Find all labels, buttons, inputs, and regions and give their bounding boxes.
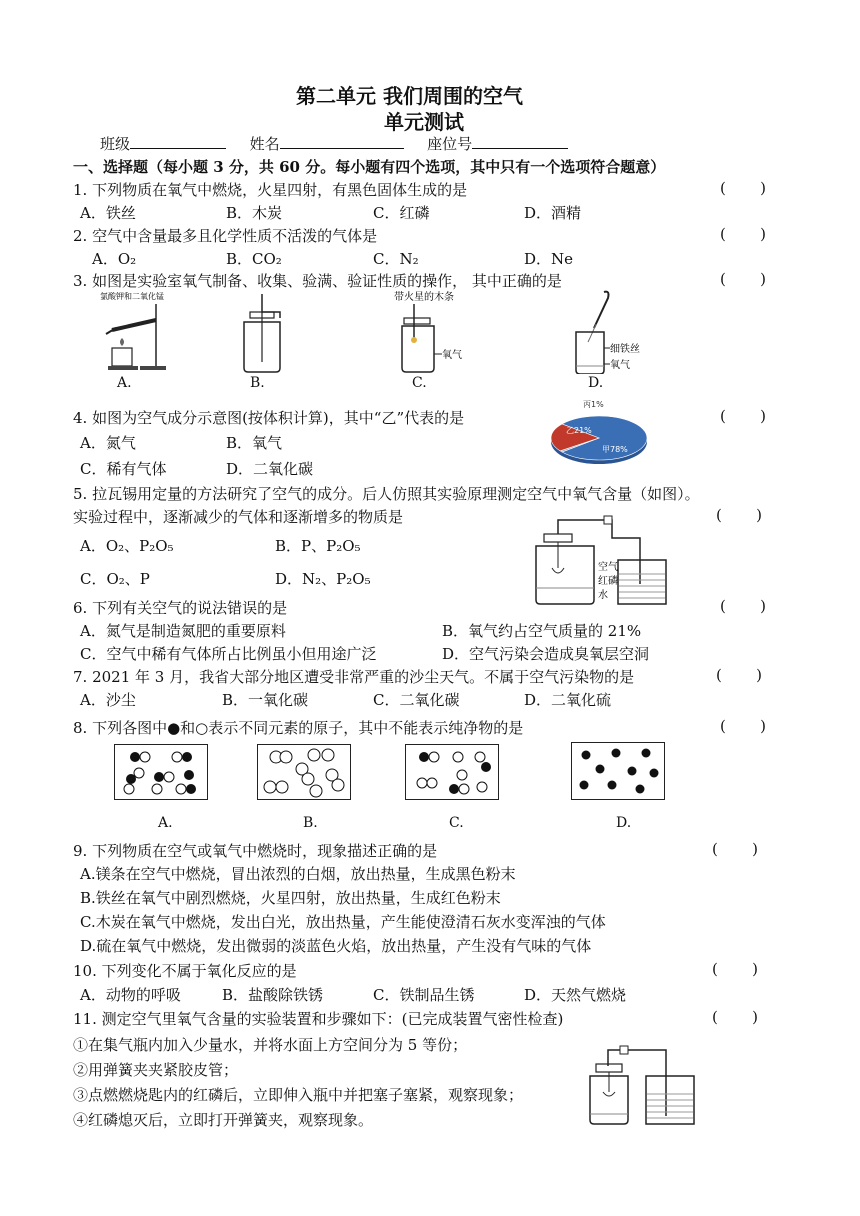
option: A．氮气 (80, 434, 136, 452)
apparatus-b-figure (236, 292, 286, 374)
oxygen-measurement-apparatus-figure (580, 1036, 704, 1128)
option: B.铁丝在氧气中剧烈燃烧，火星四射，放出热量，生成红色粉末 (80, 889, 501, 907)
option: A.镁条在空气中燃烧，冒出浓烈的白烟，放出热量，生成黑色粉末 (80, 865, 516, 883)
step: ②用弹簧夹夹紧胶皮管； (73, 1061, 239, 1079)
question-4-stem: 4. 如图为空气成分示意图(按体积计算)，其中“乙”代表的是 (73, 409, 465, 427)
option: B．氧气约占空气质量的 21% (442, 622, 642, 640)
answer-paren: ( ) (720, 179, 766, 197)
particle-box-b (257, 744, 351, 800)
option: B．P、P₂O₅ (275, 537, 361, 555)
figure-label: 氧气 (442, 350, 462, 361)
section-heading: 一、选择题（每小题 3 分，共 60 分。每小题有四个选项，其中只有一个选项符合题意） (73, 158, 666, 176)
name-blank (280, 134, 404, 149)
figure-option-label: A. (117, 375, 132, 391)
answer-paren: ( ) (720, 407, 766, 425)
step: ③点燃燃烧匙内的红磷后，立即伸入瓶中并把塞子塞紧，观察现象； (73, 1086, 524, 1104)
step: ①在集气瓶内加入少量水，并将水面上方空间分为 5 等份； (73, 1036, 468, 1054)
question-3-stem: 3. 如图是实验室氧气制备、收集、验满、验证性质的操作， 其中正确的是 (73, 272, 562, 290)
option: D．天然气燃烧 (524, 986, 627, 1004)
page-subtitle: 单元测试 (384, 110, 464, 134)
answer-paren: ( ) (716, 506, 762, 524)
figure-label: 红磷 (598, 576, 618, 587)
option: C.木炭在氧气中燃烧，发出白光，放出热量，产生能使澄清石灰水变浑浊的气体 (80, 913, 606, 931)
question-2-stem: 2. 空气中含量最多且化学性质不活泼的气体是 (73, 227, 378, 245)
question-10-stem: 10. 下列变化不属于氧化反应的是 (73, 962, 297, 980)
figure-label: 氯酸钾和二氧化锰 (100, 292, 164, 301)
option: C．二氧化碳 (373, 691, 460, 709)
option: B．木炭 (226, 204, 283, 222)
page-title: 第二单元 我们周围的空气 (296, 84, 523, 108)
figure-label: 细铁丝 (610, 344, 640, 355)
apparatus-d-figure (570, 288, 650, 374)
option: D.硫在氧气中燃烧，发出微弱的淡蓝色火焰，放出热量，产生没有气味的气体 (80, 937, 592, 955)
figure-label: 氧气 (610, 360, 630, 371)
answer-paren: ( ) (720, 225, 766, 243)
option: D．N₂、P₂O₅ (275, 570, 371, 588)
answer-paren: ( ) (720, 270, 766, 288)
seat-label: 座位号 (427, 135, 473, 153)
figure-option-label: B. (250, 375, 265, 391)
class-label: 班级 (100, 135, 131, 153)
option: B．盐酸除铁锈 (222, 986, 324, 1004)
oxygen-content-apparatus-figure (530, 508, 680, 608)
question-6-stem: 6. 下列有关空气的说法错误的是 (73, 599, 288, 617)
figure-label: 水 (598, 590, 608, 601)
question-1-stem: 1. 下列物质在氧气中燃烧，火星四射，有黑色固体生成的是 (73, 181, 468, 199)
name-label: 姓名 (249, 135, 280, 153)
option: A．氮气是制造氮肥的重要原料 (80, 622, 286, 640)
figure-option-label: A. (158, 815, 173, 831)
apparatus-a-figure (98, 290, 168, 372)
option: D．二氧化硫 (524, 691, 612, 709)
student-info-row (100, 133, 568, 154)
answer-paren: ( ) (712, 1008, 758, 1026)
pie-label-yi: 乙21% (566, 426, 592, 435)
answer-paren: ( ) (716, 666, 762, 684)
figure-label: 带火星的木条 (394, 292, 454, 303)
option: A．动物的呼吸 (80, 986, 181, 1004)
option: D．Ne (524, 250, 574, 268)
option: C．红磷 (373, 204, 430, 222)
particle-box-d (571, 742, 665, 800)
figure-option-label: D. (616, 815, 632, 831)
option: A．O₂、P₂O₅ (80, 537, 174, 555)
pie-label-jia: 甲78% (602, 445, 628, 454)
pie-label-bing: 丙1% (583, 400, 604, 409)
particle-box-c (405, 744, 499, 800)
answer-paren: ( ) (720, 597, 766, 615)
seat-blank (472, 134, 568, 149)
option: D．酒精 (524, 204, 582, 222)
particle-box-a (114, 744, 208, 800)
option: D．空气污染会造成臭氧层空洞 (442, 645, 650, 663)
figure-option-label: B. (303, 815, 318, 831)
option: A．沙尘 (80, 691, 136, 709)
option: C．O₂、P (80, 570, 150, 588)
option: C．空气中稀有气体所占比例虽小但用途广泛 (80, 645, 377, 663)
class-blank (130, 134, 226, 149)
question-11-stem: 11. 测定空气里氧气含量的实验装置和步骤如下：(已完成装置气密性检查) (73, 1010, 564, 1028)
question-5-stem-line2: 实验过程中，逐渐减少的气体和逐渐增多的物质是 (73, 508, 404, 526)
option: A．铁丝 (80, 204, 136, 222)
option: B．氧气 (226, 434, 283, 452)
option: B．CO₂ (226, 250, 282, 268)
question-8-stem: 8. 下列各图中●和○表示不同元素的原子，其中不能表示纯净物的是 (73, 719, 524, 737)
option: A．O₂ (92, 250, 137, 268)
answer-paren: ( ) (720, 717, 766, 735)
figure-label: 空气 (598, 562, 618, 573)
question-7-stem: 7. 2021 年 3 月，我省大部分地区遭受非常严重的沙尘天气。不属于空气污染物的是 (73, 668, 635, 686)
air-composition-pie-chart (546, 398, 652, 474)
answer-paren: ( ) (712, 840, 758, 858)
step: ④红磷熄灭后，立即打开弹簧夹，观察现象。 (73, 1111, 374, 1129)
option: B．一氧化碳 (222, 691, 309, 709)
answer-paren: ( ) (712, 960, 758, 978)
apparatus-c-figure (394, 290, 474, 374)
option: C．稀有气体 (80, 460, 167, 478)
option: C．N₂ (373, 250, 419, 268)
option: C．铁制品生锈 (373, 986, 475, 1004)
question-9-stem: 9. 下列物质在空气或氧气中燃烧时，现象描述正确的是 (73, 842, 438, 860)
question-5-stem: 5. 拉瓦锡用定量的方法研究了空气的成分。后人仿照其实验原理测定空气中氧气含量（如图）。 (73, 485, 700, 503)
figure-option-label: C. (449, 815, 464, 831)
figure-option-label: C. (412, 375, 427, 391)
figure-option-label: D. (588, 375, 604, 391)
option: D．二氧化碳 (226, 460, 314, 478)
